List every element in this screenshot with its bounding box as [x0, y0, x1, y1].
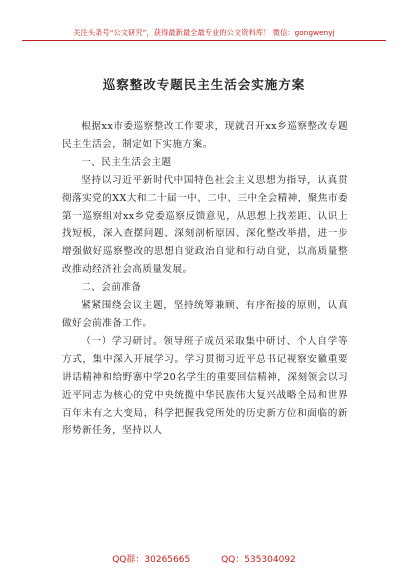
footer-qq: QQ：535304092 — [221, 555, 296, 565]
document-body — [62, 118, 348, 440]
footer-contacts — [0, 552, 408, 565]
theme-paragraph: 坚持以习近平新时代中国特色社会主义思想为指导，认真贯彻落实党的XX大和二十届一中、二中、三中全会精神，聚焦市委第一巡察组对xx乡党委巡察反馈意见，从思想上找差距、认识上找短板，深入查摆问题、深刻剖析原因、深化整改举措，进一步增强做好巡察整改的思想自觉政治自觉和行动自觉，以高质量整改推动经济社会高质量发展。 — [62, 174, 348, 276]
section-heading-preparation: 二、会前准备 — [81, 282, 142, 294]
section-heading-theme: 一、民主生活会主题 — [81, 156, 172, 168]
document-title: 巡察整改专题民主生活会实施方案 — [102, 77, 306, 92]
footer-qq-group: QQ群：30265665 — [112, 555, 191, 565]
preparation-paragraph: 紧紧围绕会议主题，坚持统筹兼顾、有序衔接的原则，认真做好会前准备工作。 — [62, 300, 348, 329]
study-paragraph: （一）学习研讨。领导班子成员采取集中研讨、个人自学等方式，集中深入开展学习。学习贯彻习近平总书记视察安徽重要讲话精神和给野寨中学20名学生的重要回信精神，深刻领会以习近平同志为核心的党中央统揽中华民族伟大复兴战略全局和世界百年未有之大变局，科学把握我党所处的历史新方位和面临的新形势新任务，坚持以人 — [62, 335, 348, 437]
intro-paragraph: 根据xx市委巡察整改工作要求，现就召开xx乡巡察整改专题民主生活会，制定如下实施方案。 — [62, 121, 348, 150]
header-notice: 关注头条号“公文研究”，获得最新最全最专业的公文资料库！ 微信：gongwenyj — [73, 28, 335, 37]
header-divider — [22, 40, 386, 41]
